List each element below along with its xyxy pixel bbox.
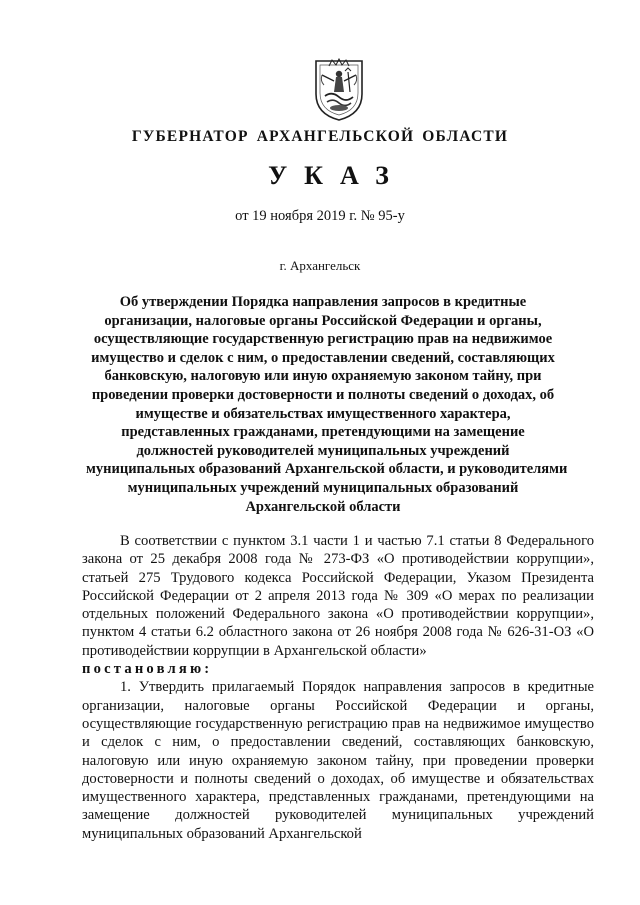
title-line: должностей руководителей муниципальных учреждений <box>136 442 510 459</box>
document-place: г. Архангельск <box>279 258 361 273</box>
title-line: муниципальных учреждений муниципальных образований <box>127 479 519 496</box>
title-line: Архангельской области <box>245 498 401 515</box>
title-line: проведении проверки достоверности и полноты сведений о доходах, об <box>91 386 555 403</box>
title-line: банковскую, налоговую или иную охраняемую законом тайну, при <box>104 368 542 385</box>
issuing-authority: ГУБЕРНАТОР АРХАНГЕЛЬСКОЙ ОБЛАСТИ <box>131 128 509 145</box>
title-line: имуществе и обязательствах имущественного характера, <box>135 405 511 422</box>
document-type: УКАЗ <box>268 161 406 190</box>
document-body <box>82 532 594 843</box>
preamble-paragraph: В соответствии с пунктом 3.1 части 1 и частью 7.1 статьи 8 Федерального закона от 25 декабря 2008 года № 273-ФЗ «О противодействии коррупции», статьей 275 Трудового кодекса Российской Федерации, Указом Президента Российской Федерации от 2 апреля 2013 года № 309 «О мерах по реализации отдельных положений Федерального закона «О противодействии коррупции», пунктом 4 статьи 6.2 областного закона от 26 ноября 2008 года № 626-31-ОЗ «О противодействии коррупции в Архангельской области» <box>82 533 594 659</box>
title-line: организации, налоговые органы Российской Федерации и органы, <box>104 312 542 329</box>
item-1-paragraph: 1. Утвердить прилагаемый Порядок направления запросов в кредитные организации, налоговые органы Российской Федерации и органы, осуществляющие государственную регистрацию прав на недвижимое имущество и сделок с ним, о предоставлении сведений, составляющих банковскую, налоговую или иную охраняемую законом тайну, при проведении проверки достоверности и полноты сведений о доходах, об имуществе и обязательствах имущественного характера, представленных гражданами, претендующими на замещение должностей руководителей муниципальных учреждений муниципальных образований Архангельской <box>82 679 594 842</box>
title-line: имущество и сделок с ним, о предоставлении сведений, составляющих <box>91 349 555 366</box>
document-date-number: от 19 ноября 2019 г. № 95-у <box>235 208 405 224</box>
arkhangelsk-coat-of-arms-icon <box>312 58 366 122</box>
title-line: представленных гражданами, претендующими на замещение <box>121 424 525 441</box>
title-line: осуществляющие государственную регистрацию прав на недвижимое <box>93 331 553 348</box>
decree-word: постановляю: <box>82 661 213 678</box>
decree-paragraph <box>82 660 594 678</box>
title-line: муниципальных образований Архангельской области, и руководителями <box>86 461 568 478</box>
document-title <box>86 293 568 516</box>
title-line: Об утверждении Порядка направления запросов в кредитные <box>119 294 527 310</box>
